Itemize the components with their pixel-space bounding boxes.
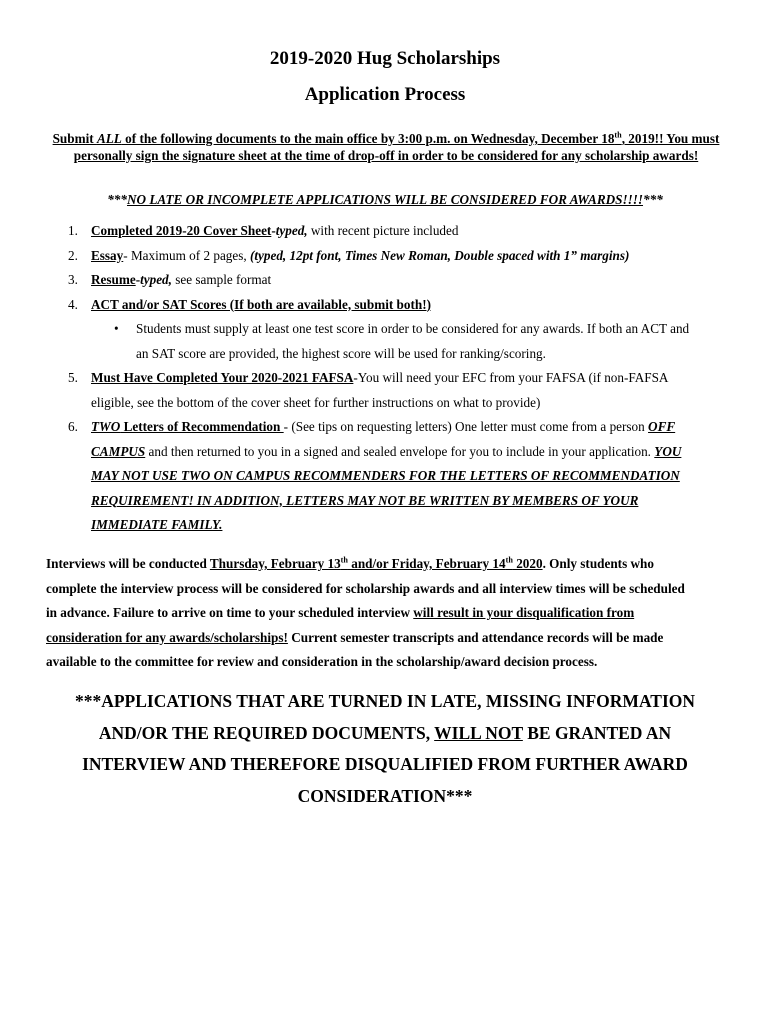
warning-text: NO LATE OR INCOMPLETE APPLICATIONS WILL BE CONSIDERED FOR AWARDS!!!!: [126, 192, 644, 207]
date-superscript: th: [505, 555, 513, 565]
item-text: and then returned to you in a signed and sealed envelope for you to include in your application.: [145, 443, 655, 459]
item-emphasis: TWO: [91, 419, 121, 434]
item-text: - (See tips on requesting letters) One letter must come from a person: [283, 419, 649, 434]
intro-part-1: Submit: [52, 131, 97, 146]
item-heading: ACT and/or SAT Scores (If both are available, submit both!): [91, 296, 431, 312]
late-warning: [0, 192, 770, 208]
warning-suffix: ***: [643, 192, 663, 207]
document-title: 2019-2020 Hug Scholarships: [269, 48, 501, 69]
disqualification-warning: consideration for any awards/scholarships!: [46, 629, 288, 645]
interview-text: complete the interview process will be considered for scholarship awards and all interview times will be scheduled: [46, 580, 685, 596]
item-text: with recent picture included: [307, 223, 459, 238]
item-emphasis: typed,: [140, 272, 172, 287]
interview-year: 2020: [512, 556, 543, 571]
item-dash: -: [271, 223, 276, 238]
item-heading: Must Have Completed Your 2020-2021 FAFSA: [91, 370, 354, 385]
intro-part-4: , 2019!! You must personally sign the signature sheet at the time of drop-off in order to be considered for any scholarship awards!: [73, 131, 720, 163]
list-number: 1.: [68, 223, 78, 238]
final-line: CONSIDERATION***: [297, 785, 473, 806]
item-heading: Resume: [91, 272, 136, 287]
item-heading: Essay: [91, 247, 124, 263]
bullet-dot: •: [114, 321, 119, 336]
item-text: -You will need your EFC from your FAFSA (if non-FAFSA: [353, 370, 669, 385]
interview-dates: [210, 556, 543, 571]
date-superscript: th: [340, 555, 348, 565]
final-line: ***APPLICATIONS THAT ARE TURNED IN LATE, MISSING INFORMATION: [74, 691, 696, 711]
interview-date-2: and/or Friday, February 14: [347, 556, 506, 571]
item-emphasis: IMMEDIATE FAMILY.: [91, 517, 223, 532]
list-number: 5.: [68, 370, 78, 385]
list-number: 6.: [68, 419, 78, 434]
final-warning: [40, 686, 730, 812]
intro-emphasis: ALL: [96, 131, 122, 146]
bullet-line: Students must supply at least one test score in order to be considered for any awards. If both an ACT and: [136, 321, 690, 336]
item-emphasis: MAY NOT USE TWO ON CAMPUS RECOMMENDERS FOR THE LETTERS OF RECOMMENDATION: [91, 468, 680, 483]
item-emphasis: YOU: [654, 443, 682, 459]
item-heading: Completed 2019-20 Cover Sheet: [91, 223, 272, 238]
submission-instructions: [46, 130, 726, 164]
item-emphasis: REQUIREMENT! IN ADDITION, LETTERS MAY NOT BE WRITTEN BY MEMBERS OF YOUR: [91, 492, 639, 508]
interview-text: in advance. Failure to arrive on time to your scheduled interview: [46, 605, 414, 620]
warning-prefix: ***: [107, 192, 127, 207]
interview-text: . Only students who: [542, 556, 654, 571]
item-text: - Maximum of 2 pages,: [123, 247, 250, 263]
item-emphasis: CAMPUS: [91, 443, 146, 459]
item-text: see sample format: [171, 272, 272, 287]
interview-text: Current semester transcripts and attendance records will be made: [287, 629, 664, 645]
intro-superscript: th: [614, 130, 622, 140]
final-line: INTERVIEW AND THEREFORE DISQUALIFIED FROM FURTHER AWARD: [82, 754, 688, 774]
item-emphasis: typed,: [275, 223, 308, 238]
interview-date-1: Thursday, February 13: [209, 556, 341, 571]
item-text: eligible, see the bottom of the cover sheet for further instructions on what to provide): [91, 394, 541, 410]
item-emphasis: (typed, 12pt font, Times New Roman, Double spaced with 1” margins): [249, 247, 630, 263]
item-dash: -: [135, 272, 141, 287]
bullet-line: an SAT score are provided, the highest score will be used for ranking/scoring.: [136, 345, 546, 361]
item-emphasis: OFF: [648, 419, 676, 434]
final-line: BE GRANTED AN: [522, 722, 672, 743]
final-line: AND/OR THE REQUIRED DOCUMENTS,: [98, 722, 435, 743]
item-heading: Letters of Recommendation: [120, 419, 284, 434]
final-emphasis: WILL NOT: [434, 722, 523, 743]
disqualification-warning: will result in your disqualification from: [413, 605, 635, 620]
document-subtitle: Application Process: [304, 84, 466, 105]
interview-text: Interviews will be conducted: [46, 556, 210, 571]
list-number: 4.: [68, 296, 78, 312]
interview-paragraph: [46, 552, 736, 675]
list-number: 2.: [68, 247, 78, 263]
interview-text: available to the committee for review and consideration in the scholarship/award decision process.: [46, 654, 598, 669]
list-number: 3.: [68, 272, 78, 287]
intro-part-3: of the following documents to the main office by 3:00 p.m. on Wednesday, December 18: [121, 131, 615, 146]
